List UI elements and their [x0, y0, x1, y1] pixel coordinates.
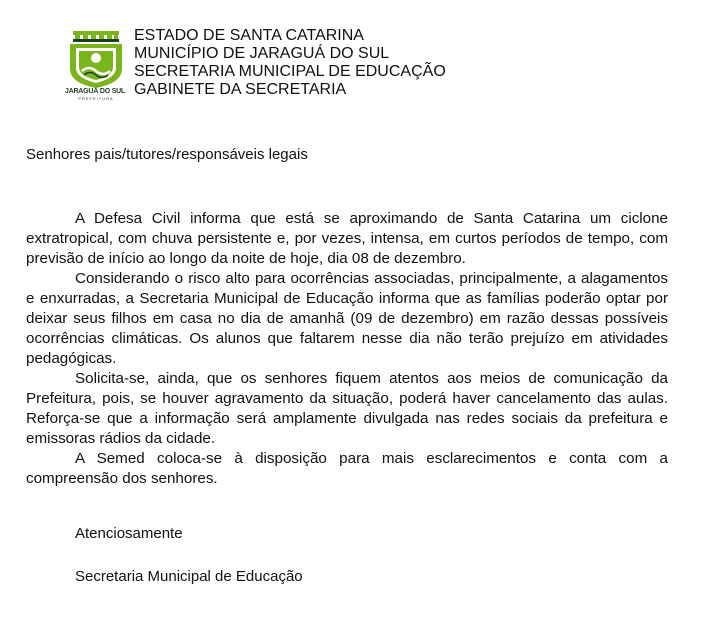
municipal-coat-of-arms-logo: [64, 31, 128, 103]
org-line-secretariat: SECRETARIA MUNICIPAL DE EDUCAÇÃO: [134, 63, 446, 80]
organization-header: [134, 27, 446, 99]
letter-body: [26, 209, 668, 489]
logo-subcaption: PREFEITURA: [78, 96, 114, 101]
salutation: Senhores pais/tutores/responsáveis legais: [26, 146, 308, 163]
logo-caption: JARAGUÁ DO SUL: [64, 88, 126, 95]
paragraph-risk-notice: Considerando o risco alto para ocorrências associadas, principalmente, a alagamentos e enxurradas, a Secretaria Municipal de Educação informa que as famílias poderão optar por deixar seus filhos em casa no dia de amanhã (09 de dezembro) em razão dessas possíveis ocorrências climáticas. Os alunos que faltarem nesse dia não terão prejuízo em atividades pedagógicas.: [26, 270, 668, 367]
org-line-municipality: MUNICÍPIO DE JARAGUÁ DO SUL: [134, 45, 390, 62]
signature: Secretaria Municipal de Educação: [75, 568, 303, 585]
paragraph-semed-availability: A Semed coloca-se à disposição para mais esclarecimentos e conta com a compreensão dos senhores.: [26, 450, 668, 487]
paragraph-communication: Solicita-se, ainda, que os senhores fiquem atentos aos meios de comunicação da Prefeitura, pois, se houver agravamento da situação, poderá haver cancelamento das aulas. Reforça-se que a informação será amplamente divulgada nas redes sociais da prefeitura e emissoras rádios da cidade.: [26, 370, 668, 447]
paragraph-civil-defense: A Defesa Civil informa que está se aproximando de Santa Catarina um ciclone extratropical, com chuva persistente e, por vezes, intensa, em curtos períodos de tempo, com previsão de início ao longo da noite de hoje, dia 08 de dezembro.: [26, 210, 668, 267]
org-line-cabinet: GABINETE DA SECRETARIA: [134, 81, 347, 98]
org-line-state: ESTADO DE SANTA CATARINA: [134, 27, 364, 44]
coat-of-arms-icon: [64, 31, 128, 89]
closing-greeting: Atenciosamente: [75, 525, 183, 542]
